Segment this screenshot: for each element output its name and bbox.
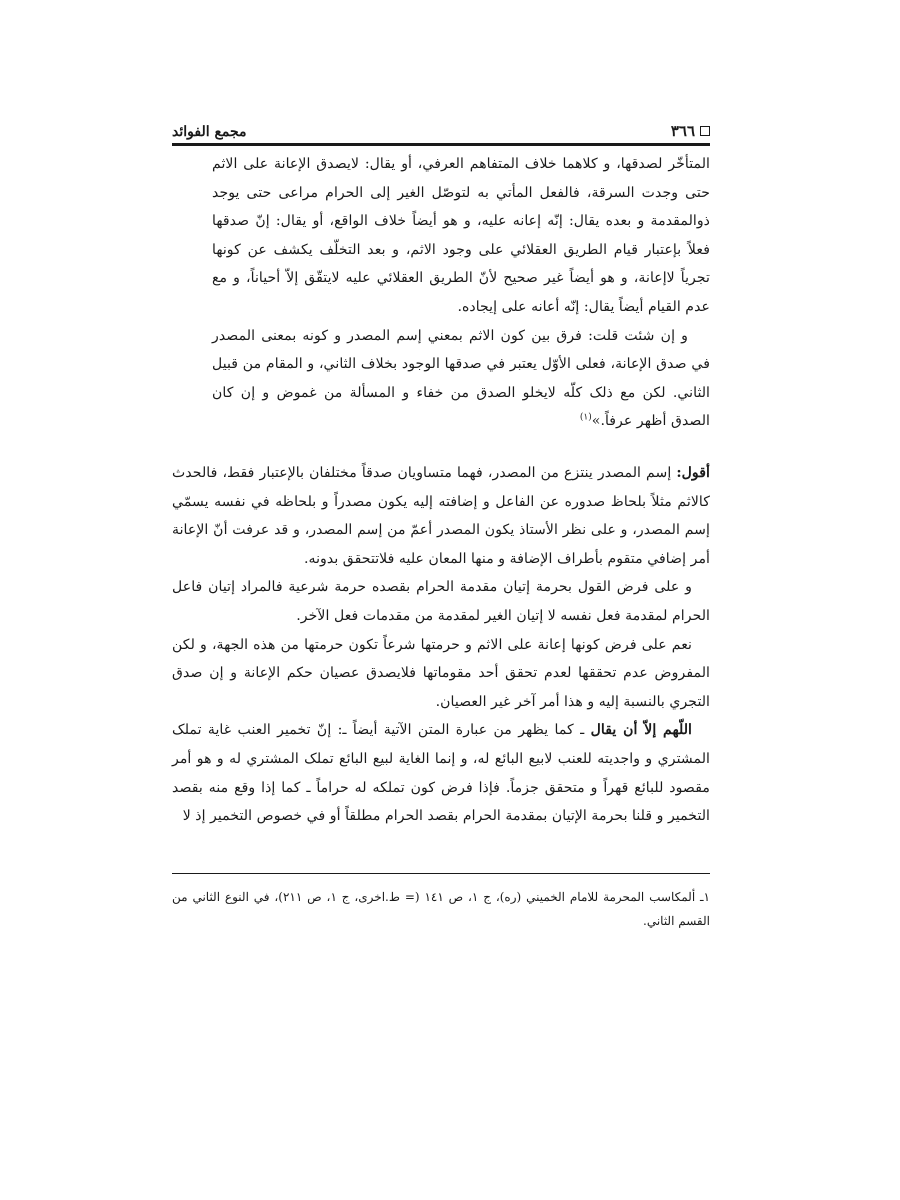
- paragraph-lead-allahumma: اللّهم إلاّ أن يقال: [590, 722, 693, 739]
- quote-paragraph-2-text: و إن شئت قلت: فرق بين كون الاثم بمعني إسم المصدر و كونه بمعنى المصدر في صدق الإعانة، فعلى الأوّل يعتبر في صدقها الوجود بخلاف الثاني، و المقام من قبيل الثاني. لكن مع ذلک كلّه لايخلو الصدق من خفاء و المسألة من غموض و إن كان الصدق أظهر عرفاً.»: [212, 327, 710, 430]
- footnote: ١ـ ألمكاسب المحرمة للامام الخميني (ره)، ج ١، ص ١٤١ (= ط.اخرى، ج ١، ص ٢١١)، في النوع الثاني من القسم الثاني.: [172, 890, 710, 928]
- page-number: ٣٦٦: [670, 122, 695, 140]
- body-paragraph-4-text: ـ كما يظهر من عبارة المتن الآتية أيضاً ـ: إنّ تخمير العنب غاية تملک المشتري و واجديته للعنب لابيع البائع له، و إنما الغاية لبيع البائع تملک المشتري له و هو أمر مقصود للبائع قهراً و متحقق جزماً. فإذا فرض كون تملکه له حراماً ـ كما إذا وقع منه بقصد التخمير و قلنا بحرمة الإتيان بمقدمة الحرام بقصد الحرام مطلقاً أو في خصوص التخمير إذ لا: [172, 722, 710, 825]
- page-header: [172, 118, 710, 140]
- quote-paragraph-1: المتأخّر لصدقها، و كلاهما خلاف المتفاهم العرفي، أو يقال: لايصدق الإعانة على الاثم حتى وجدت السرقة، فالفعل المأتي به لتوصّل الغير إلى الحرام مراعى حتى يوجد ذوالمقدمة و بعده يقال: إنّه إعانه عليه، و هو أيضاً خلاف الواقع، أو يقال: إنّ صدقها فعلاً بإعتبار قيام الطريق العقلائي على وجود الاثم، و بعد التخلّف يكشف عن كونها تجرياً لاإعانة، و هو أيضاً غير صحيح لأنّ الطريق العقلائي عليه لايتقّق إلاّ أحياناً، و مع عدم القيام أيضاً يقال: إنّه أعانه على إيجاده.: [212, 156, 710, 315]
- footnote-rule: [172, 873, 710, 874]
- paragraph-lead-aqul: أقول:: [676, 465, 710, 481]
- footnote-ref: (١): [579, 412, 592, 423]
- quoted-passage: [212, 150, 710, 436]
- quote-paragraph-2: [212, 322, 710, 436]
- square-marker-icon: [700, 126, 710, 136]
- page-number-group: [671, 122, 710, 140]
- body-paragraph-2: و على فرض القول بحرمة إتيان مقدمة الحرام بقصده حرمة شرعية فالمراد إتيان فاعل الحرام لمقدمة فعل نفسه لا إتيان الغير لمقدمة من مقدمات فعل الآخر.: [172, 579, 710, 624]
- main-text: [172, 459, 710, 831]
- book-title: مجمع الفوائد: [172, 124, 247, 140]
- body-paragraph-4: [172, 716, 710, 830]
- body-paragraph-1-text: إسم المصدر ينتزع من المصدر، فهما متساويان صدقاً مختلفان بالإعتبار فقط، فالحدث كالاثم مثلاً بلحاظ صدوره عن الفاعل و إضافته إليه يكون مصدراً و بلحاظه في نفسه يسمّي إسم المصدر، و على نظر الأستاذ يكون المصدر أعمّ من إسم المصدر، و قد عرفت أنّ الإعانة أمر إضافي متقوم بأطراف الإضافة و منها المعان عليه فلاتتحقق بدونه.: [172, 465, 710, 567]
- body-paragraph-1: [172, 459, 710, 573]
- body-paragraph-3: نعم على فرض كونها إعانة على الاثم و حرمتها شرعاً تكون حرمتها من هذه الجهة، و لكن المفروض عدم تحققها لعدم تحقق أحد مقوماتها فلايصدق عصيان حكم الإعانة و إن صدق التجري بالنسبة إليه و هذا أمر آخر غير العصيان.: [172, 636, 710, 710]
- header-rule: [172, 143, 710, 146]
